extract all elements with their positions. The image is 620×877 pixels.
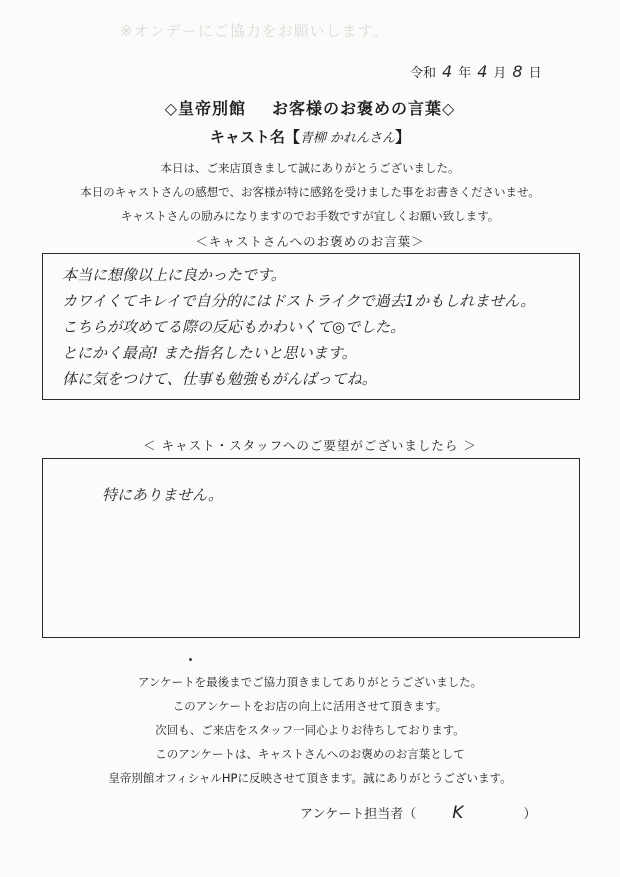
bleed-through-header: ※オンデーにご協力をお願いします。 bbox=[120, 22, 389, 40]
praise-line: とにかく最高! また指名したいと思います。 bbox=[62, 344, 357, 362]
cast-label: キャスト名【 bbox=[209, 128, 300, 146]
closing-line: このアンケートは、キャストさんへのお褒めのお言葉として bbox=[155, 747, 465, 761]
staff-label: アンケート担当者（ bbox=[300, 807, 417, 822]
closing-line: 次回も、ご来店をスタッフ一同心よりお待ちしております。 bbox=[155, 723, 465, 737]
cast-close: 】 bbox=[395, 128, 411, 146]
intro-line: キャストさんの励みになりますのでお手数ですが宜しくお願い致します。 bbox=[120, 209, 500, 223]
date-year: 4 bbox=[442, 62, 453, 81]
intro-line: 本日のキャストさんの感想で、お客様が特に感銘を受けました事をお書きくださいませ。 bbox=[80, 185, 540, 199]
survey-staff-line bbox=[300, 803, 536, 823]
staff-close: ） bbox=[523, 807, 537, 822]
date-era: 令和 bbox=[410, 66, 437, 81]
date-month: 4 bbox=[477, 62, 488, 81]
title-shop: ◇皇帝別館 bbox=[164, 99, 246, 118]
praise-line: カワイくてキレイで自分的にはドストライクで過去1かもしれません。 bbox=[62, 292, 536, 310]
closing-text bbox=[0, 670, 620, 790]
request-section-title: ＜ キャスト・スタッフへのご要望がございましたら ＞ bbox=[143, 438, 477, 453]
date-day-unit: 日 bbox=[528, 66, 542, 81]
cast-name: 青柳 かれんさん bbox=[299, 131, 396, 146]
date-year-unit: 年 bbox=[458, 66, 472, 81]
closing-line: 皇帝別館オフィシャルHPに反映させて頂きます。誠にありがとうございます。 bbox=[108, 771, 512, 785]
stray-mark bbox=[189, 658, 192, 661]
intro-text bbox=[0, 156, 620, 228]
staff-name: K bbox=[452, 803, 464, 823]
closing-line: このアンケートをお店の向上に活用させて頂きます。 bbox=[172, 699, 448, 713]
date-month-unit: 月 bbox=[493, 66, 507, 81]
intro-line: 本日は、ご来店頂きまして誠にありがとうございました。 bbox=[160, 161, 460, 175]
praise-line: こちらが攻めてる際の反応もかわいくて◎でした。 bbox=[62, 318, 406, 336]
request-line: 特にありません。 bbox=[102, 486, 223, 504]
title-subject: お客様のお褒めの言葉◇ bbox=[272, 99, 456, 118]
praise-line: 本当に想像以上に良かったです。 bbox=[62, 266, 286, 284]
date-day: 8 bbox=[512, 62, 523, 81]
praise-line: 体に気をつけて、仕事も勉強もがんばってね。 bbox=[62, 370, 377, 388]
date-line bbox=[410, 62, 542, 81]
page-title bbox=[0, 96, 620, 119]
cast-name-line bbox=[0, 126, 620, 147]
closing-line: アンケートを最後までご協力頂きましてありがとうございました。 bbox=[137, 675, 483, 689]
praise-section-title: ＜キャストさんへのお褒めのお言葉＞ bbox=[195, 234, 425, 249]
